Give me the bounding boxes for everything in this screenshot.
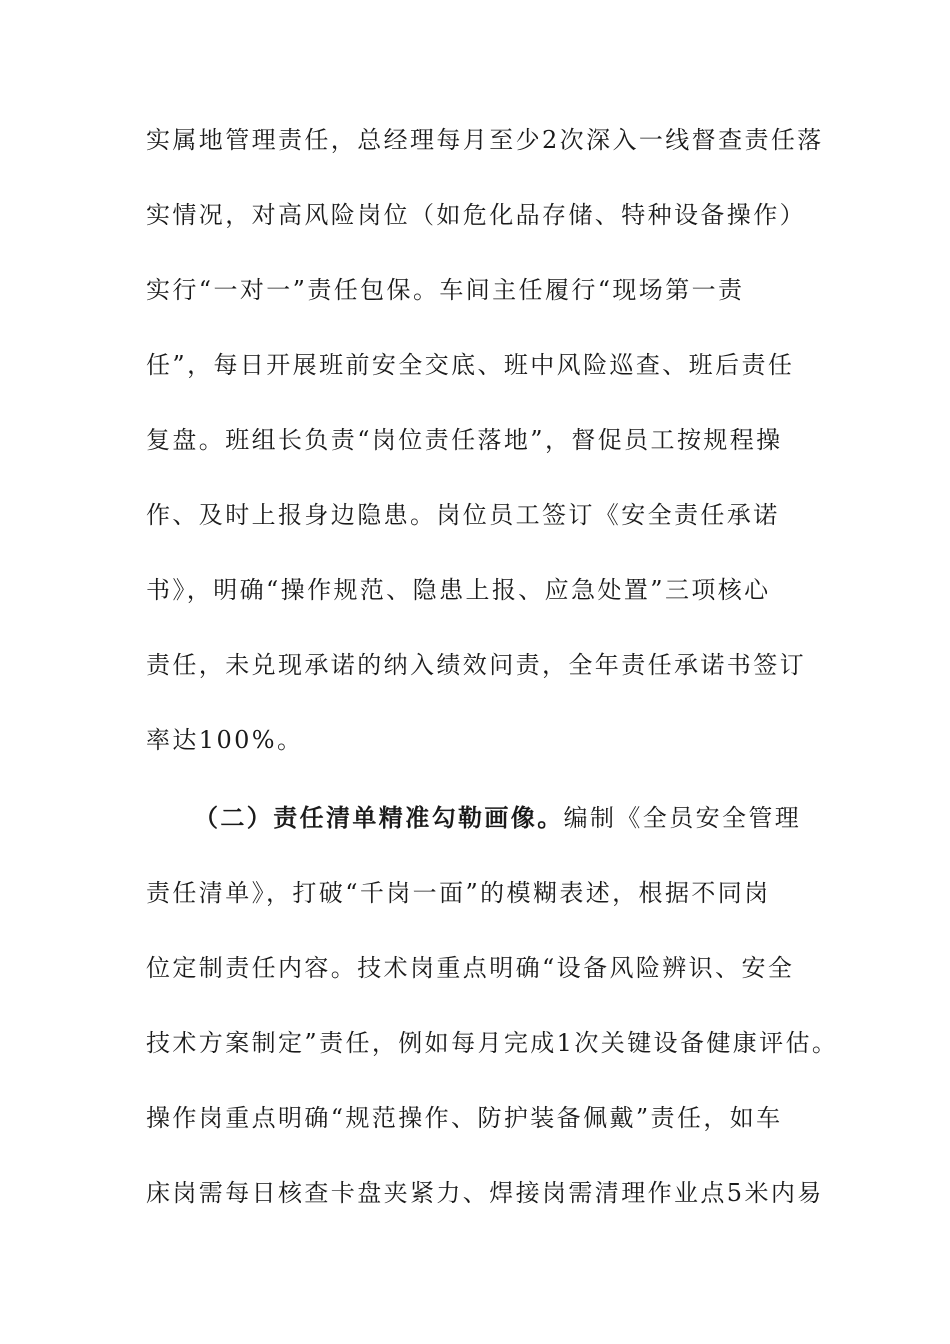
paragraph-line: 实情况，对高风险岗位（如危化品存储、特种设备操作） — [146, 201, 806, 229]
paragraph-line: 实行“一对一”责任包保。车间主任履行“现场第一责 — [146, 276, 745, 304]
paragraph-line: 作、及时上报身边隐患。岗位员工签订《安全责任承诺 — [146, 501, 780, 529]
paragraph-line: 复盘。班组长负责“岗位责任落地”，督促员工按规程操 — [146, 426, 783, 454]
paragraph-line: 操作岗重点明确“规范操作、防护装备佩戴”责任，如车 — [146, 1104, 783, 1132]
paragraph-line: 技术方案制定”责任，例如每月完成1次关键设备健康评估。 — [146, 1029, 839, 1057]
section-heading-continuation: 编制《全员安全管理 — [563, 804, 802, 832]
paragraph-line: 书》，明确“操作规范、隐患上报、应急处置”三项核心 — [146, 576, 771, 604]
paragraph-line: 责任清单》，打破“千岗一面”的模糊表述，根据不同岗 — [146, 879, 771, 907]
paragraph-line: 任”，每日开展班前安全交底、班中风险巡查、班后责任 — [146, 351, 795, 379]
section-heading: （二）责任清单精准勾勒画像。 — [194, 803, 564, 832]
paragraph-line: 责任，未兑现承诺的纳入绩效问责，全年责任承诺书签订 — [146, 651, 806, 679]
paragraph-line: 位定制责任内容。技术岗重点明确“设备风险辨识、安全 — [146, 954, 795, 982]
paragraph-line: 床岗需每日核查卡盘夹紧力、焊接岗需清理作业点5米内易 — [146, 1179, 824, 1207]
section-first-line — [194, 798, 801, 838]
paragraph-line: 实属地管理责任，总经理每月至少2次深入一线督查责任落 — [146, 126, 824, 154]
paragraph-line: 率达100%。 — [146, 726, 304, 754]
